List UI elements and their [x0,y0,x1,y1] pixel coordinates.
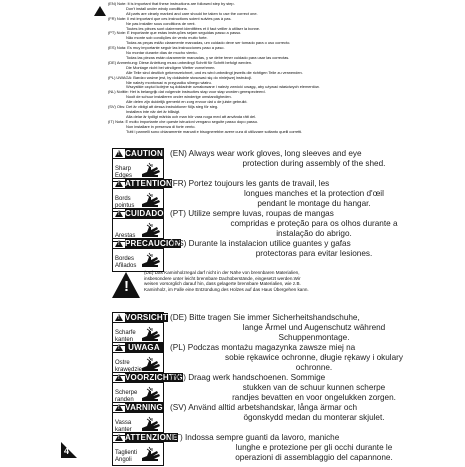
warning-triangle-icon [115,434,123,441]
warning-triangle-icon [115,180,123,187]
note-line: (EN) Note: It is important that these instructions are followed step by step. [108,2,235,6]
warning-label [112,342,164,376]
page-number: 4 [64,446,70,456]
note-line: Alle delen zijn duidelijk gemerkt en zorg ervoor dat u de juiste gebruikt. [126,100,248,105]
warning-label-body [113,249,163,271]
warning-text [170,149,458,169]
hazard-caption-line: kanten [115,336,134,343]
note-line: (PL) UWAGA: Bardzo ważne jest, by dokładnie stosować się do niniejszej instrukcji. [108,75,253,80]
signal-word: VARNING [125,403,163,412]
de-notice-line: (DE) Das Kaminholzregal darf nicht in der Nähe von brennbaren Materialien, [144,270,300,275]
warning-label [112,178,172,212]
hazard-caption-line: kanter [115,426,132,433]
page-number-badge [61,442,77,458]
warning-text-line: protectoras para evitar lesiones. [255,249,373,258]
warning-text-line: (EN) Always wear work gloves, long sleeves and eye [170,149,362,158]
warning-label-head [113,433,178,443]
note-line: (PT) Note: É importante que estas instruções sejam seguidas passo a passo. [108,31,242,36]
warning-label [112,148,164,182]
note-line: No montar durante días de mucho viento. [126,51,198,56]
warning-text-line: protection during assembly of the shed. [242,159,386,168]
warning-label-head [113,209,163,219]
hazard-caption-line: randen [115,396,134,403]
warning-text [170,313,458,343]
hazard-caption-line: Afilados [115,262,137,269]
signal-word: ATTENTION [125,179,172,188]
warning-label-body [113,443,163,465]
sharp-edge-hand-icon [141,192,161,208]
warning-triangle-icon [115,210,123,217]
warning-label-head [113,179,172,189]
large-warning-icon [112,272,140,298]
warning-text-line: randjes bevatten en voor ongelukken zorgen. [232,393,396,402]
warning-label-head [113,149,163,159]
warning-text-line: compridas e proteção para os olhos durante a [230,219,398,228]
note-line: Todas as peças estão claramente marcadas, um cuidado deve ser tomado para o uso correcto. [126,41,291,46]
note-line: Alla delar är tydligt märkta och man bör vara noga med att använda rätt del. [126,114,257,119]
signal-word: VORSICHT [125,313,168,322]
hazard-caption-line: Taglienti [115,450,138,456]
hazard-caption-line: krawędzie [115,366,143,373]
warning-triangle-icon [115,344,123,351]
sharp-edge-hand-icon [141,446,161,462]
warning-label [112,402,164,436]
warning-text-line: (ES) Durante la instalacion utilice guantes y gafas [170,239,351,248]
note-line: (ES) Nota: Es muy importante seguir las instrucciones paso a paso. [108,46,225,51]
note-line: (NL) Notitie: Het is belangrijk dat volgende instructies stap voor stap worden gerespecteerd. [108,90,266,95]
warning-text-line: (IT) Indossa sempre guanti da lavoro, maniche [170,433,340,442]
note-line: Installera inte när det är blåsigt. [126,109,181,114]
signal-word: VOORZICHTIG [125,373,183,382]
warning-text [170,373,458,403]
note-line: Tutti i pannelli sono chiaramente marcati e bisognerebbe avere cura di utilizzare soltanto quelli corretti. [126,129,303,134]
de-notice-line: weisen vorsorglich darauf hin, dass gelagerte brennbare Materialien, wie z.B. [144,281,301,286]
hazard-caption-line: Vassa [115,420,132,426]
warning-text-line: stukken van de schuur kunnen scherpe [242,383,386,392]
warning-label-head [113,313,168,323]
signal-word: CAUTION [125,149,163,158]
warning-text-line: (PL) Podczas montażu magazynka zawsze miej na [170,343,356,352]
note-line: Non installare in presenza di forte vento. [126,124,196,129]
sharp-edge-hand-icon [141,326,161,342]
note-line: (SV) Obs: Det är viktigt att dessa instruktioner följs steg för steg. [108,105,219,110]
hazard-caption-line: pointus [115,202,135,209]
warning-triangle-icon [115,314,123,321]
warning-label [112,312,168,346]
warning-text-line: operazioni di assemblaggio del capannone. [235,453,393,462]
warning-label [112,208,164,242]
note-line: Nie należy montować w przypadku silnego wiatru. [126,80,212,85]
signal-word: ATTENZIONE [125,433,178,442]
note-line: (DE) Anmerkung: Diese Anleitung muss unbedingt Schritt für Schritt befolgt werden. [108,60,252,65]
warning-label-head [113,343,163,353]
warning-text-line: instalação do abrigo. [276,229,352,238]
sharp-edge-hand-icon [141,252,161,268]
hazard-caption [115,450,137,463]
warning-text-line: Schuppenmontage. [278,333,350,342]
warning-text [170,179,458,209]
warning-triangle-icon [115,240,123,247]
note-line: Nooit de schuur installeren onder winderige omstandigheden. [126,95,232,100]
sharp-edge-hand-icon [141,416,161,432]
sharp-edge-hand-icon [141,222,161,238]
warning-text-line: ögonskydd medan du monterar skjulet. [243,413,385,422]
hazard-caption [115,256,136,269]
warning-text-line: (DE) Bitte tragen Sie immer Sicherheitshandschuhe, [170,313,360,322]
warning-text-line: lange Ärmel und Augenschutz während [242,323,386,332]
warning-triangle-icon [115,374,123,381]
warning-text-line: pendant le montage du hangar. [257,199,371,208]
warning-triangle-icon [115,404,123,411]
note-line: Todas las piezas están claramente marcadas, y se debe tener cuidado para usar las correctas. [126,55,290,60]
sharp-edge-hand-icon [141,162,161,178]
warning-text-line: (PT) Utilize sempre luvas, roupas de mangas [170,209,334,218]
de-notice-line: Kaminholz, im Falle eine Entzündung des Holzes auf das Haus Übergehen kann. [144,286,309,292]
note-line: Não monte sob condições de vento muito forte. [126,36,208,41]
note-line: (FR) Note: Il est important que ces instructions soient suivies pas à pas. [108,16,232,21]
signal-word: CUIDADO [125,209,164,218]
warning-text [170,403,458,423]
warning-label [112,372,183,406]
note-line: All parts are clearly marked and care should be taken to use the correct one. [126,11,258,16]
warning-label-head [113,403,163,413]
note-line: Toutes les pièces sont clairement identifiées et il faut veiller à utiliser la bonne. [126,26,261,31]
note-line: Alle Teile sind deutlich gekennzeichnet, und es wird unbedingt jeweils die richtigen Teile zu verwenden. [126,70,303,75]
warning-text-line: ochronne. [295,363,333,372]
hazard-caption-line: Bordes [115,256,135,262]
note-warning-icon [94,6,106,16]
warning-text-line: (SV) Använd alltid arbetshandskar, långa ärmar och [170,403,358,412]
hazard-caption-line: Sharp [115,166,132,172]
hazard-caption-line: Ostre [115,360,130,366]
hazard-caption-line: Edges [115,172,133,179]
warning-label [112,238,181,272]
warning-text [170,433,458,463]
hazard-caption-line: Scherpe [115,390,138,396]
warning-label [112,432,178,466]
signal-word: PRECAUCIÓN [125,239,181,248]
warning-label-head [113,373,183,383]
note-line: Don't install under windy conditions. [126,6,188,11]
note-line: Die Montage nicht bei windigem Wetter vornehmen. [126,65,216,70]
multilingual-notes [108,2,453,134]
warning-text-line: (NL) Draag werk handschoenen. Sommige [170,373,326,382]
hazard-caption-line: Scharfe [115,330,136,336]
warning-text [170,343,458,373]
warning-label-head [113,239,181,249]
sharp-edge-hand-icon [141,356,161,372]
hazard-caption-line: Bords [115,196,131,202]
hazard-caption-line: Angoli [115,456,132,463]
warning-text [170,239,458,259]
sharp-edge-hand-icon [141,386,161,402]
de-notice-line: insbesondere unter leicht brennbare Dachüberstände, eingesetzt werden.Wir [144,275,301,281]
signal-word: UWAGA [125,343,163,352]
warning-text-line: sobie rękawice ochronne, długie rękawy i okulary [225,353,403,362]
warning-text-line: lunghe e protezione per gli occhi durante le [235,443,393,452]
warning-text [170,209,458,239]
hazard-caption-line: Arestas [115,232,136,239]
note-line: Wszystkie części kolejne są dokładnie oznakowane i należy zwrócić uwagę, aby używać właściwych elementów. [126,85,320,90]
de-notice-text [144,270,456,292]
warning-text-line: longues manches et la protection d'œil [244,189,384,198]
warning-text-line: (FR) Portez toujours les gants de travail, les [170,179,330,188]
warning-triangle-icon [115,150,123,157]
note-line: (IT) Nota: È molto importante che queste istruzioni vengano seguite passo dopo passo. [108,119,259,124]
de-firewood-notice [112,270,457,308]
note-line: Ne pas installer sous conditions de vent. [126,21,196,26]
